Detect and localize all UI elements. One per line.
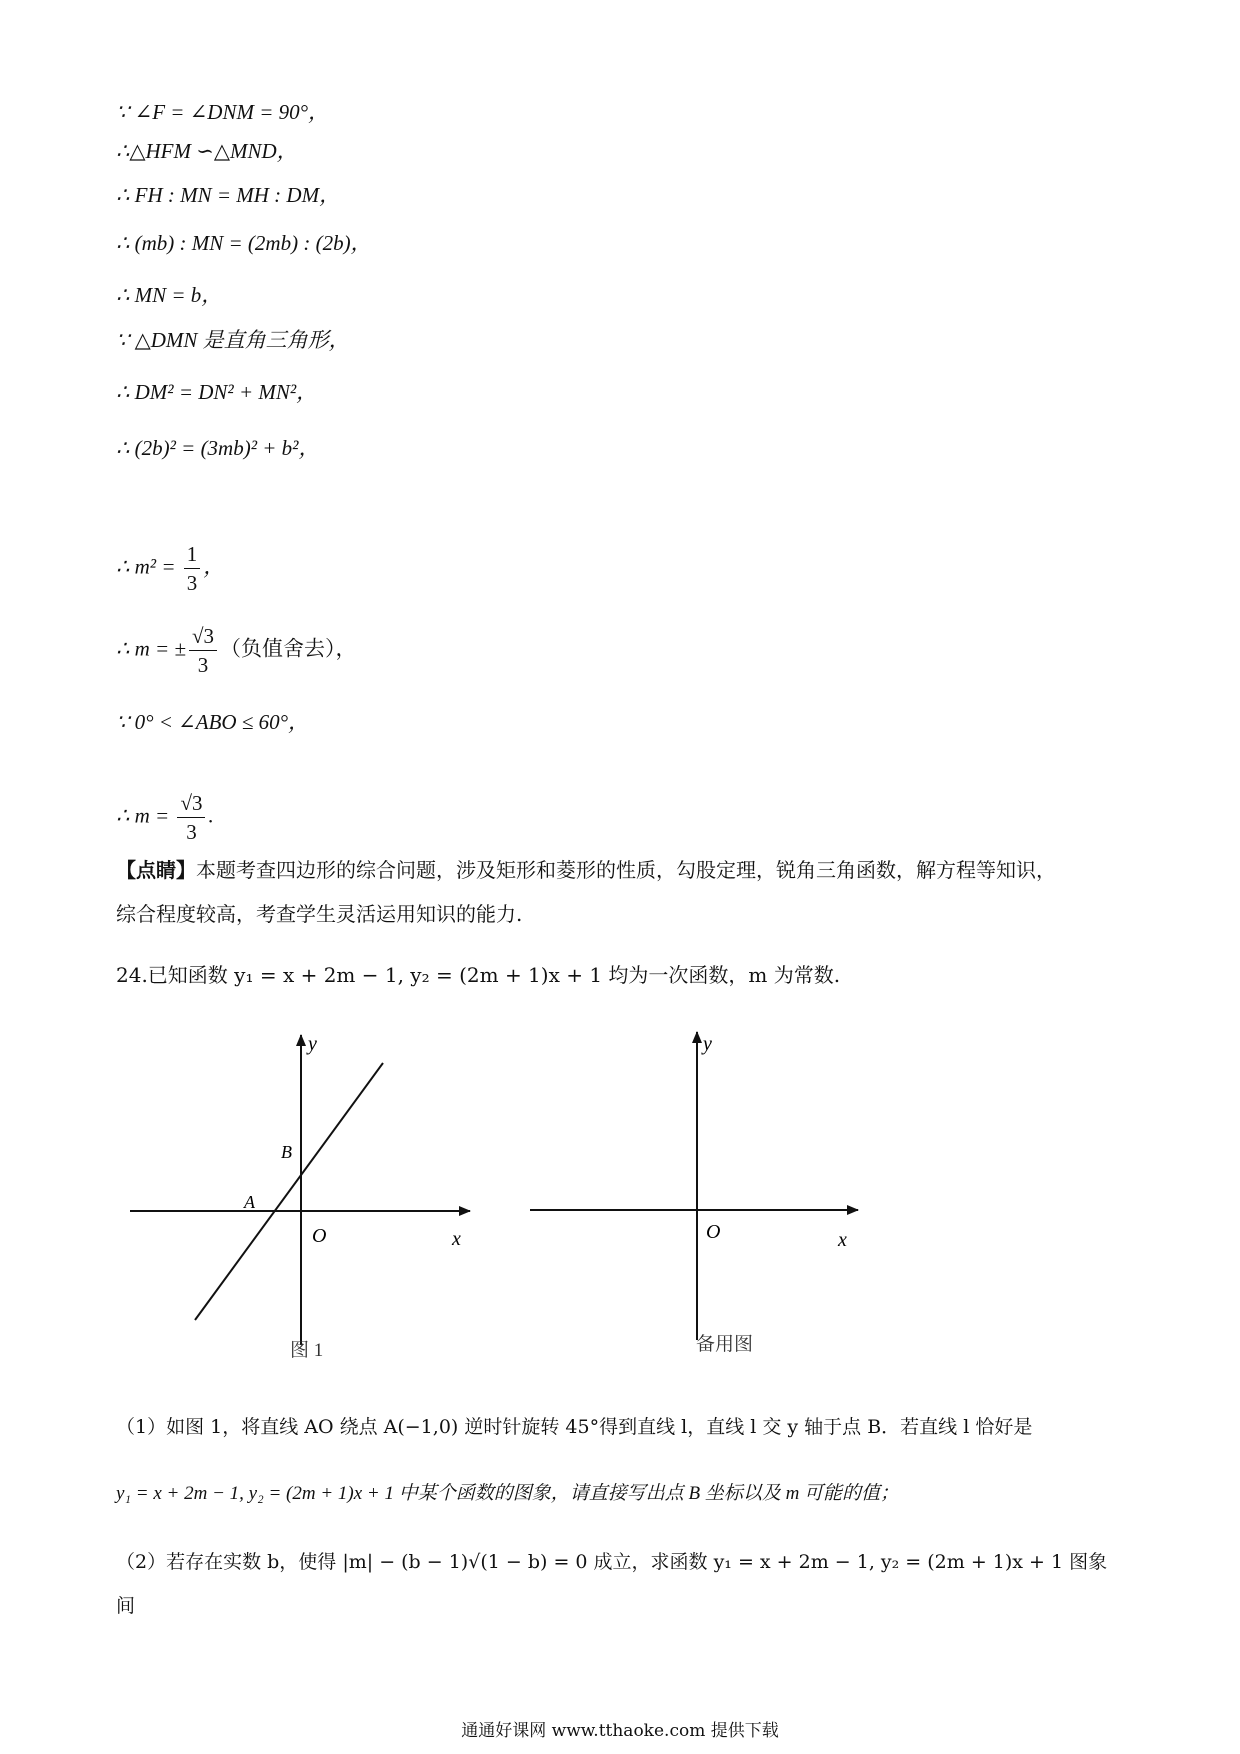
- step-m-squared-prefix: ∴ m² =: [116, 554, 181, 579]
- step-angle: ∵ 0° < ∠ABO ≤ 60°，: [116, 710, 310, 734]
- line-l: [195, 1063, 383, 1320]
- step-5: ∴ MN = b，: [116, 283, 223, 307]
- x-label: x: [452, 1228, 461, 1250]
- comment-text-1: 本题考查四边形的综合问题，涉及矩形和菱形的性质，勾股定理，锐角三角函数，解方程等知识，: [196, 858, 1056, 882]
- question-1-continued: [116, 1472, 1126, 1516]
- figures: [0, 1020, 1240, 1420]
- question-1: [116, 1405, 1126, 1449]
- y-label: y: [308, 1033, 317, 1055]
- step-1: ∵ ∠F = ∠DNM = 90°，: [116, 100, 330, 124]
- fraction-denominator: 3: [186, 820, 197, 844]
- point-b-label: B: [281, 1142, 292, 1162]
- step-m-final: [116, 789, 214, 846]
- fraction-denominator: 3: [197, 653, 209, 677]
- origin-label: O: [706, 1221, 721, 1243]
- step-8: ∴ (2b)² = (3mb)² + b²，: [116, 436, 320, 460]
- step-7: ∴ DM² = DN² + MN²，: [116, 380, 318, 404]
- figure-2: [530, 1032, 858, 1355]
- comment-line-2: 综合程度较高，考查学生灵活运用知识的能力.: [116, 902, 523, 926]
- step-4: ∴ (mb) : MN = (2mb) : (2b)，: [116, 231, 372, 255]
- question-1-line-1: （1）如图 1，将直线 AO 绕点 A(−1,0) 逆时针旋转 45°得到直线 l，直线 l 交 y 轴于点 B．若直线 l 恰好是: [116, 1416, 1033, 1438]
- problem-stem: 24.已知函数 y₁ = x + 2m − 1, y₂ = (2m + 1)x + 1 均为一次函数，m 为常数.: [116, 963, 841, 987]
- figure-caption: 备用图: [696, 1334, 754, 1355]
- figure-1: [130, 1033, 470, 1361]
- step-m-final-suffix: .: [208, 803, 214, 828]
- question-2-line-1: （2）若存在实数 b，使得 |m| − (b − 1)√(1 − b) = 0 成立，求函数 y₁ = x + 2m − 1, y₂ = (2m + 1)x + 1 图象间: [116, 1551, 1108, 1617]
- step-m-squared: [116, 540, 224, 597]
- comment-block: [116, 848, 1126, 936]
- fraction: [177, 789, 205, 846]
- question-1-line-2: y₁ = x + 2m − 1, y₂ = (2m + 1)x + 1 中某个函数的图象，请直接写出点 B 坐标以及 m 可能的值；: [116, 1483, 900, 1504]
- y-label: y: [703, 1033, 712, 1055]
- fraction: [189, 622, 217, 679]
- fraction-numerator: √3: [189, 622, 217, 651]
- point-a-label: A: [244, 1192, 255, 1212]
- question-2: [116, 1540, 1126, 1628]
- comment-line-1: [116, 848, 1126, 892]
- x-label: x: [838, 1229, 847, 1251]
- step-m-plus-minus: [116, 622, 357, 679]
- step-3: ∴ FH : MN = MH : DM，: [116, 183, 341, 207]
- figure-caption: 图 1: [290, 1340, 324, 1361]
- step-m-squared-suffix: ，: [203, 554, 225, 579]
- comment-label: 【点睛】: [116, 858, 196, 882]
- page-footer: 通通好课网 www.tthaoke.com 提供下载: [461, 1721, 779, 1741]
- origin-label: O: [312, 1225, 327, 1247]
- fraction-numerator: 1: [184, 540, 201, 569]
- step-6: ∵ △DMN 是直角三角形，: [116, 328, 350, 352]
- step-m-plus-minus-suffix: （负值舍去），: [220, 636, 357, 661]
- fraction-numerator: √3: [177, 789, 205, 818]
- step-2: ∴△HFM ∽△MND，: [116, 139, 298, 163]
- fraction-denominator: 3: [186, 571, 198, 595]
- step-m-plus-minus-prefix: ∴ m = ±: [116, 636, 186, 661]
- step-m-final-prefix: ∴ m =: [116, 803, 175, 828]
- fraction: [184, 540, 201, 597]
